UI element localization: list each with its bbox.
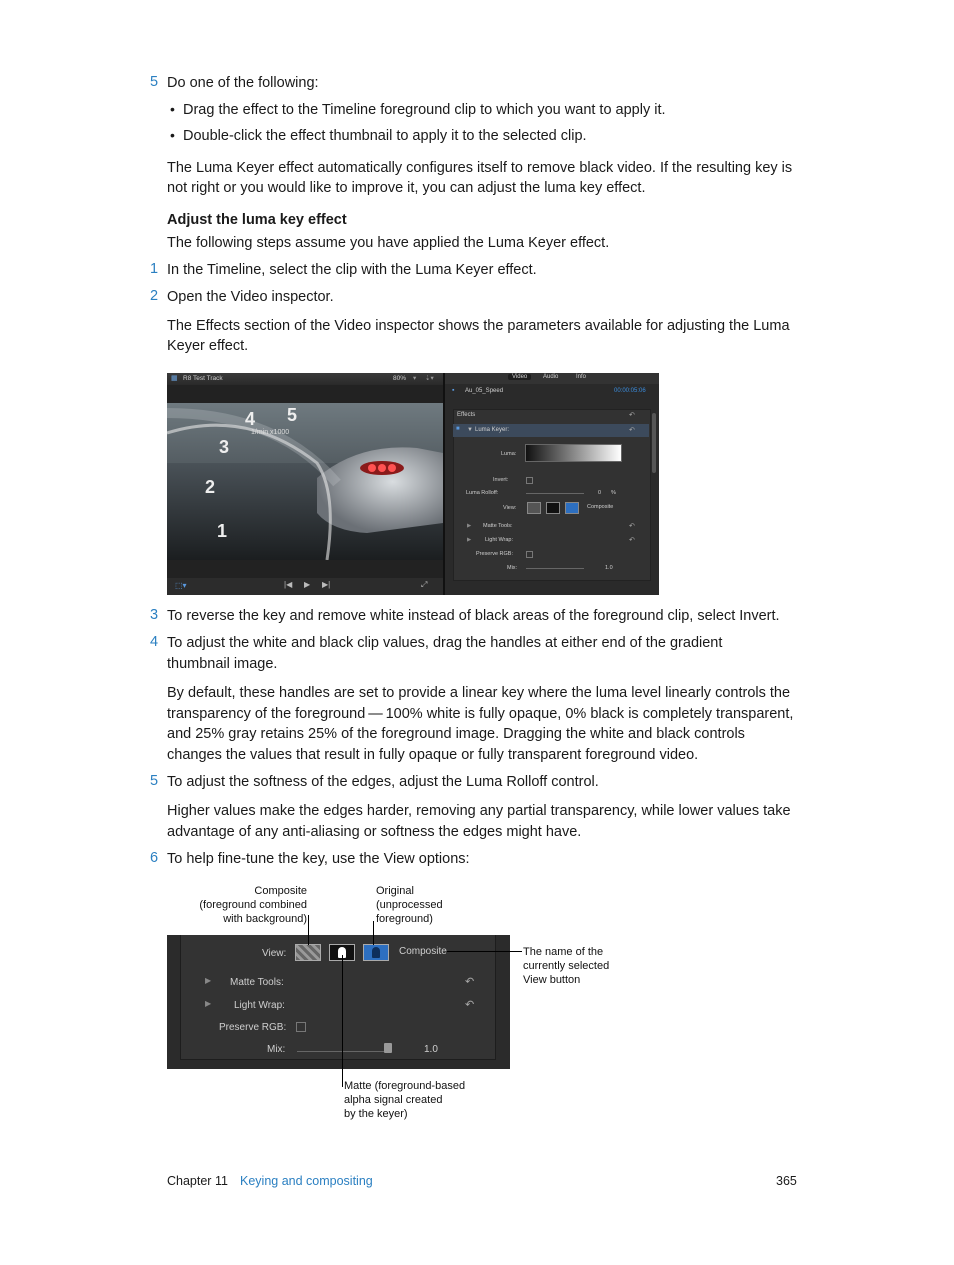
rolloff-slider[interactable] [526, 493, 584, 494]
original-view-button[interactable] [363, 944, 389, 961]
mix-slider[interactable] [526, 568, 584, 569]
callout-line: Matte (foreground-based [344, 1080, 466, 1092]
matte-tools-label: Matte Tools: [230, 977, 284, 988]
film-icon: ▦ [171, 375, 178, 382]
leader-line [342, 955, 343, 1087]
reset-icon[interactable]: ↶ [629, 412, 635, 419]
callout-line: The name of the [523, 946, 604, 958]
invert-label: Invert: [493, 477, 509, 483]
leader-line [373, 921, 374, 945]
callout-line: Composite [254, 885, 307, 897]
disclosure-icon[interactable]: ▶ [467, 523, 472, 529]
clip-icon: ▪ [452, 387, 455, 394]
preserve-rgb-checkbox[interactable] [526, 551, 533, 558]
disclosure-icon[interactable]: ▼ [467, 427, 473, 433]
mix-value[interactable]: 1.0 [605, 565, 613, 571]
callout-matte [344, 1079, 465, 1121]
zoom-dropdown-icon[interactable]: ▾ [413, 375, 417, 382]
disclosure-icon[interactable]: ▶ [205, 976, 212, 985]
paragraph-line: Higher values make the edges harder, removing any partial transparency, while lower values take [167, 803, 791, 819]
preserve-rgb-checkbox[interactable] [296, 1022, 306, 1032]
step-number: 5 [150, 773, 159, 789]
step-text: To reverse the key and remove white instead of black areas of the foreground clip, select Invert. [167, 608, 780, 624]
paragraph-line: The Luma Keyer effect automatically configures itself to remove black video. If the resulting key is [167, 160, 793, 176]
chapter-title-link[interactable]: Keying and compositing [240, 1174, 373, 1188]
rolloff-value[interactable]: 0 [598, 490, 602, 496]
fullscreen-icon[interactable]: ⤢ [421, 580, 428, 589]
step-text: In the Timeline, select the clip with the Luma Keyer effect. [167, 262, 537, 278]
luma-gradient[interactable] [525, 444, 622, 462]
paragraph-line: not right or you would like to improve it, you can adjust the luma key effect. [167, 180, 646, 196]
transform-icon[interactable]: ⬚▾ [175, 581, 187, 590]
reset-icon[interactable]: ↶ [465, 976, 475, 988]
rolloff-label: Luma Rolloff: [466, 490, 499, 496]
page-number: 365 [776, 1174, 797, 1188]
reset-icon[interactable]: ↶ [629, 523, 635, 530]
callout-line: (unprocessed [376, 899, 443, 911]
speedo-number: 1 [217, 521, 228, 541]
disclosure-icon[interactable]: ▶ [467, 537, 472, 543]
matte-tools-label: Matte Tools: [483, 523, 513, 529]
previous-frame-icon[interactable]: |◀ [284, 580, 293, 589]
enable-checkbox[interactable]: ■ [456, 426, 460, 432]
rolloff-unit: % [611, 490, 616, 496]
step-number: 1 [150, 261, 159, 277]
reset-icon[interactable]: ↶ [629, 537, 635, 544]
callout-composite [170, 884, 307, 926]
timecode: 00:00:05:06 [614, 388, 646, 394]
speedo-number: 4 [245, 409, 256, 429]
original-silhouette-icon [372, 947, 380, 958]
preserve-rgb-label: Preserve RGB: [219, 1022, 287, 1033]
view-options-panel [167, 935, 510, 1069]
callout-original [376, 884, 443, 926]
view-value: Composite [399, 946, 447, 957]
speedo-unit: 1/min x1000 [251, 429, 290, 436]
tab-video[interactable]: Video [508, 374, 531, 380]
light-wrap-label: Light Wrap: [485, 537, 514, 543]
inspector-pane [445, 373, 659, 595]
reset-icon[interactable]: ↶ [465, 999, 475, 1011]
chapter-label: Chapter 11 [167, 1174, 228, 1188]
luma-label: Luma: [501, 451, 517, 457]
paragraph-line: transparency of the foreground — 100% white is fully opaque, 0% black is completely transparent, [167, 706, 794, 722]
paragraph-line: and 25% gray retains 25% of the foreground image. Dragging the white and black controls [167, 726, 745, 742]
step-number: 2 [150, 288, 159, 304]
viewer-pane [167, 373, 443, 595]
viewer-title: R8 Test Track [183, 375, 223, 382]
view-options-icon[interactable]: ⇣▾ [425, 375, 434, 382]
luma-keyer-label: Luma Keyer: [475, 427, 510, 433]
step-text: To adjust the white and black clip values, drag the handles at either end of the gradient [167, 635, 723, 651]
view-value: Composite [587, 504, 614, 510]
tab-info[interactable]: Info [576, 374, 587, 380]
scrollbar[interactable] [652, 413, 656, 473]
section-heading: Adjust the luma key effect [167, 212, 347, 228]
step-text: Open the Video inspector. [167, 289, 334, 305]
speedo-number: 5 [287, 405, 298, 425]
zoom-level[interactable]: 80% [393, 375, 407, 382]
disclosure-icon[interactable]: ▶ [205, 999, 212, 1008]
mix-slider[interactable] [297, 1051, 390, 1052]
step-text: Do one of the following: [167, 75, 319, 91]
bullet-text: Double-click the effect thumbnail to apply it to the selected clip. [183, 128, 587, 144]
callout-line: Original [376, 885, 414, 897]
paragraph-line: The Effects section of the Video inspector shows the parameters available for adjusting the Luma [167, 318, 790, 334]
step-text: To adjust the softness of the edges, adjust the Luma Rolloff control. [167, 774, 599, 790]
callout-line: currently selected [523, 960, 610, 972]
step-text: To help fine-tune the key, use the View options: [167, 851, 470, 867]
leader-line [447, 951, 522, 952]
paragraph-line: changes the values that result in fully opaque or fully transparent foreground video. [167, 747, 699, 763]
next-frame-icon[interactable]: ▶| [322, 580, 331, 589]
clip-name: Au_05_Speed [465, 388, 504, 394]
view-label: View: [503, 505, 517, 511]
mix-label: Mix: [267, 1044, 286, 1055]
callout-line: by the keyer) [344, 1108, 408, 1120]
app-screenshot [167, 373, 659, 595]
callout-line: View button [523, 974, 581, 986]
preserve-rgb-label: Preserve RGB: [476, 551, 513, 557]
paragraph-line: Keyer effect. [167, 338, 249, 354]
bullet-dot: • [170, 127, 175, 143]
mix-label: Mix: [507, 565, 518, 571]
composite-view-button[interactable] [295, 944, 321, 961]
original-view-button[interactable] [565, 502, 579, 514]
paragraph-line: advantage of any anti-aliasing or softness the edges might have. [167, 824, 582, 840]
leader-line [308, 915, 309, 945]
view-label: View: [262, 948, 287, 959]
mix-value[interactable]: 1.0 [424, 1044, 438, 1055]
matte-view-button[interactable] [546, 502, 560, 514]
step-number: 3 [150, 607, 159, 623]
section-intro: The following steps assume you have applied the Luma Keyer effect. [167, 235, 610, 251]
invert-checkbox[interactable] [526, 477, 533, 484]
effects-label: Effects [457, 412, 476, 418]
bullet-text: Drag the effect to the Timeline foreground clip to which you want to apply it. [183, 102, 666, 118]
mix-slider-handle[interactable] [384, 1043, 392, 1053]
callout-line: alpha signal created [344, 1094, 443, 1106]
play-icon[interactable]: ▶ [304, 580, 311, 589]
callout-line: (foreground combined [199, 899, 307, 911]
callout-line: with background) [223, 913, 307, 925]
paragraph-line: By default, these handles are set to provide a linear key where the luma level linearly controls the [167, 685, 791, 701]
composite-view-button[interactable] [527, 502, 541, 514]
light-wrap-label: Light Wrap: [234, 1000, 285, 1011]
step-number: 5 [150, 74, 159, 90]
speedo-number: 2 [205, 477, 216, 497]
step-text: thumbnail image. [167, 656, 278, 672]
bullet-dot: • [170, 101, 175, 117]
callout-line: foreground) [376, 913, 433, 925]
reset-icon[interactable]: ↶ [629, 427, 635, 434]
callout-view-name [523, 945, 609, 987]
speedo-number: 3 [219, 437, 230, 457]
step-number: 4 [150, 634, 159, 650]
step-number: 6 [150, 850, 159, 866]
tab-audio[interactable]: Audio [543, 374, 559, 380]
